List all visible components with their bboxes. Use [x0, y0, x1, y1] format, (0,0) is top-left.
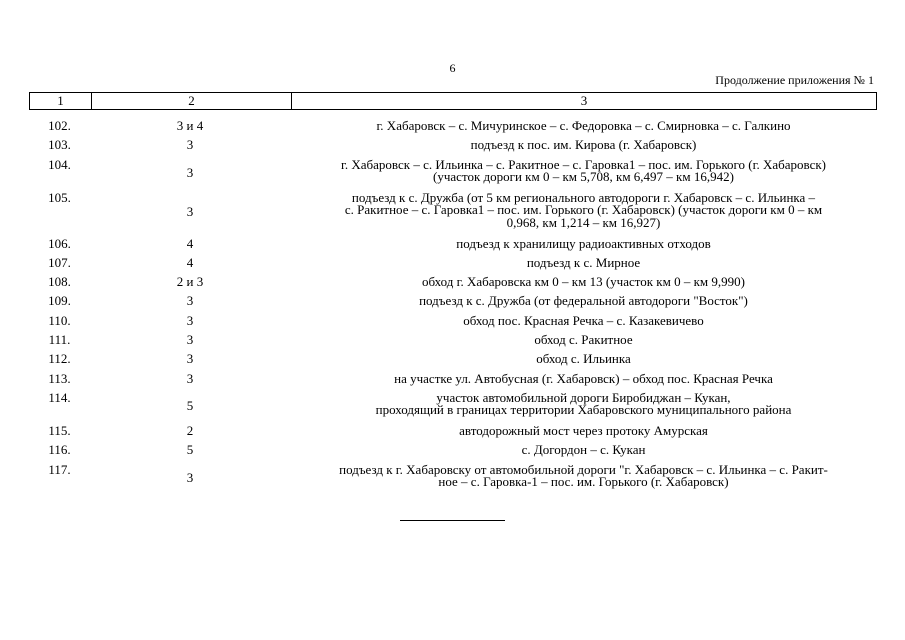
description-line: подъезд к пос. им. Кирова (г. Хабаровск)	[470, 137, 697, 153]
header-col-1: 1	[30, 93, 92, 110]
continuation-label: Продолжение приложения № 1	[715, 73, 874, 87]
road-description	[290, 390, 877, 423]
road-category: 3	[186, 312, 194, 328]
road-description	[290, 137, 877, 156]
description-line: проходящий в границах территории Хабаровского муниципального района	[375, 402, 792, 418]
description-line: подъезд к хранилищу радиоактивных отходов	[456, 235, 711, 251]
table-row	[29, 371, 877, 390]
description-line: участок автомобильной дороги Биробиджан – Кукан,	[436, 389, 731, 405]
table-row	[29, 118, 877, 137]
road-category: 4	[186, 254, 194, 270]
road-category: 2	[186, 422, 194, 438]
row-number: 116.	[48, 442, 71, 458]
description-line: подъезд к г. Хабаровску от автомобильной дороги "г. Хабаровск – с. Ильинка – с. Ракит-	[339, 461, 828, 477]
road-category: 3	[186, 332, 194, 348]
table-row	[29, 390, 877, 423]
row-number: 113.	[48, 370, 71, 386]
table-row	[29, 293, 877, 312]
road-description	[290, 236, 877, 255]
road-category: 3 и 4	[176, 118, 204, 133]
row-number: 105.	[48, 189, 71, 205]
row-number: 103.	[48, 137, 71, 153]
road-description	[290, 293, 877, 312]
row-number: 106.	[48, 235, 71, 251]
table-row	[29, 157, 877, 190]
row-number: 110.	[48, 312, 71, 328]
description-line: обход с. Ильинка	[536, 351, 631, 367]
road-description	[290, 442, 877, 461]
road-category: 2 и 3	[176, 274, 204, 290]
row-number: 107.	[48, 254, 71, 270]
description-line: (участок дороги км 0 – км 5,708, км 6,497 – км 16,942)	[433, 169, 734, 185]
road-category: 5	[186, 442, 194, 458]
footnote-separator	[400, 520, 505, 521]
road-description	[290, 190, 877, 236]
road-category: 3	[186, 370, 194, 386]
page-number: 6	[449, 61, 456, 75]
description-line: 0,968, км 1,214 – км 16,927)	[506, 214, 661, 230]
description-line: подъезд к с. Дружба (от федеральной автодороги "Восток")	[419, 293, 748, 309]
road-category: 3	[186, 293, 194, 309]
table-row	[29, 462, 877, 495]
row-number: 114.	[48, 389, 71, 405]
table-row	[29, 137, 877, 156]
row-number: 108.	[48, 274, 71, 290]
table-row	[29, 255, 877, 274]
road-category: 3	[186, 164, 194, 180]
table-body	[29, 118, 877, 495]
description-line: автодорожный мост через протоку Амурская	[459, 422, 708, 438]
road-category: 4	[186, 235, 194, 251]
description-line: г. Хабаровск – с. Мичуринское – с. Федоровка – с. Смирновка – с. Галкино	[376, 118, 791, 133]
header-col-2: 2	[92, 93, 292, 110]
table-row	[29, 332, 877, 351]
road-description	[290, 332, 877, 351]
row-number: 104.	[48, 156, 71, 172]
row-number: 117.	[48, 461, 71, 477]
table-row	[29, 236, 877, 255]
table-row	[29, 442, 877, 461]
description-line: ное – с. Гаровка-1 – пос. им. Горького (г. Хабаровск)	[438, 474, 729, 490]
road-description	[290, 462, 877, 495]
road-description	[290, 118, 877, 137]
description-line: обход г. Хабаровска км 0 – км 13 (участок км 0 – км 9,990)	[422, 274, 745, 290]
table-row	[29, 351, 877, 370]
table-row	[29, 274, 877, 293]
road-category: 5	[186, 398, 194, 414]
table-row	[29, 313, 877, 332]
table-row	[29, 190, 877, 236]
header-col-3: 3	[292, 93, 877, 110]
road-description	[290, 423, 877, 442]
description-line: обход пос. Красная Речка – с. Казакевичево	[463, 312, 704, 328]
road-category: 3	[186, 204, 194, 220]
row-number: 109.	[48, 293, 71, 309]
row-number: 115.	[48, 422, 71, 438]
road-description	[290, 351, 877, 370]
road-description	[290, 371, 877, 390]
row-number: 102.	[48, 118, 71, 133]
description-line: подъезд к с. Мирное	[526, 254, 641, 270]
table-header	[29, 92, 877, 110]
row-number: 111.	[48, 332, 71, 348]
description-line: с. Догордон – с. Кукан	[521, 442, 646, 458]
road-category: 3	[186, 469, 194, 485]
description-line: на участке ул. Автобусная (г. Хабаровск) – обход пос. Красная Речка	[394, 370, 773, 386]
road-description	[290, 255, 877, 274]
road-category: 3	[186, 137, 194, 153]
road-description	[290, 274, 877, 293]
description-line: обход с. Ракитное	[534, 332, 633, 348]
row-number: 112.	[48, 351, 71, 367]
description-line: подъезд к с. Дружба (от 5 км регионального автодороги г. Хабаровск – с. Ильинка –	[351, 189, 816, 205]
table-row	[29, 423, 877, 442]
road-category: 3	[186, 351, 194, 367]
road-description	[290, 313, 877, 332]
road-description	[290, 157, 877, 190]
description-line: г. Хабаровск – с. Ильинка – с. Ракитное – с. Гаровка1 – пос. им. Горького (г. Хабаровск)	[341, 156, 826, 172]
description-line: с. Ракитное – с. Гаровка1 – пос. им. Горького (г. Хабаровск) (участок дороги км 0 – км	[344, 202, 823, 218]
